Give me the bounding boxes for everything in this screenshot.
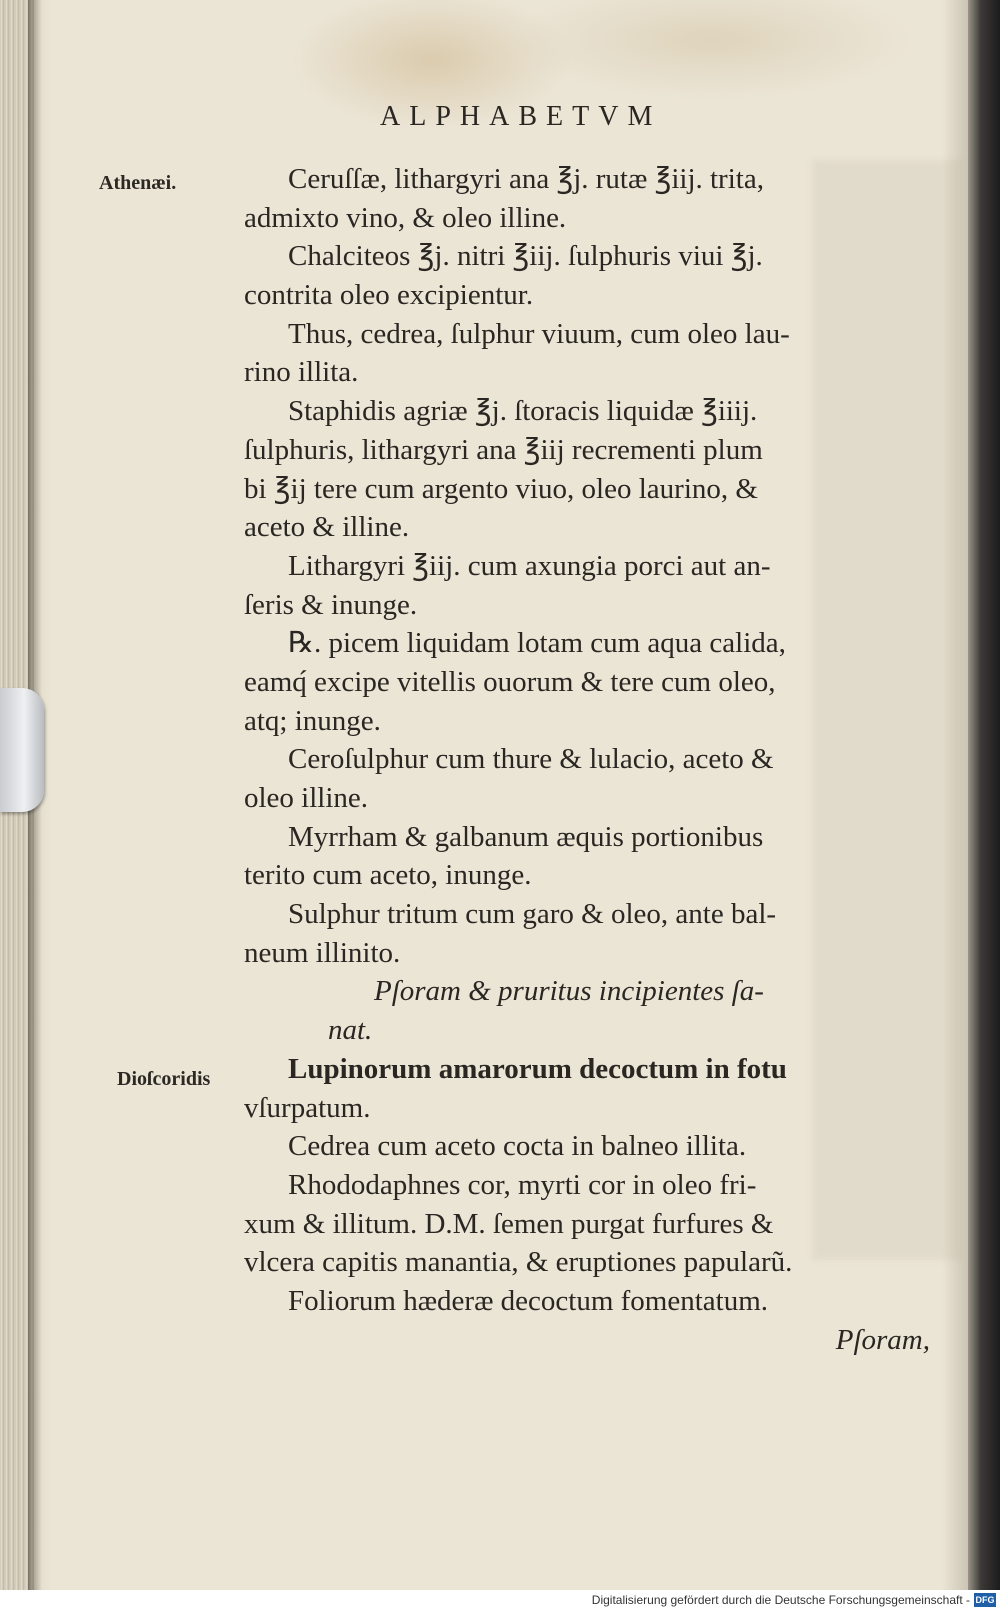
text-line: xum & illitum. D.M. ſemen purgat furfures & [244, 1207, 774, 1240]
text-line: ℞. picem liquidam lotam cum aqua calida, [288, 627, 786, 660]
right-page-edge [968, 0, 1000, 1590]
text-line: rino illita. [244, 356, 359, 389]
text-line: vſurpatum. [244, 1091, 371, 1124]
text-line: Lupinorum amarorum decoctum in fotu [288, 1052, 787, 1085]
text-line: bi ℥ij tere cum argento viuo, oleo laurino, & [244, 472, 758, 505]
margin-note-athenaei: Athenæi. [99, 172, 177, 194]
text-line: Thus, cedrea, ſulphur viuum, cum oleo lau- [288, 317, 790, 350]
text-line: Ceruſſæ, lithargyri ana ℥j. rutæ ℥iij. trita, [288, 163, 764, 195]
main-text [244, 160, 934, 1359]
text-line: Ceroſulphur cum thure & lulacio, aceto & [288, 743, 774, 776]
catchword: Pſoram, [835, 1323, 930, 1356]
text-line: Cedrea cum aceto cocta in balneo illita. [288, 1130, 747, 1163]
section-heading: Pſoram & pruritus incipientes ſa- [374, 975, 764, 1008]
text-line: admixto vino, & oleo illine. [244, 201, 567, 234]
text-line: Myrrham & galbanum æquis portionibus [288, 820, 764, 853]
text-line: eamq́ excipe vitellis ouorum & tere cum oleo, [244, 665, 776, 698]
text-line: vlcera capitis manantia, & eruptiones papularũ. [244, 1246, 793, 1279]
funding-credit: Digitalisierung gefördert durch die Deutsche Forschungsgemeinschaft - [591, 1593, 970, 1607]
running-head: ALPHABETVM [380, 101, 662, 132]
text-line: ſeris & inunge. [244, 588, 418, 621]
text-line: Staphidis agriæ ℥j. ſtoracis liquidæ ℥iiij. [288, 395, 758, 428]
text-line: contrita oleo excipientur. [244, 279, 534, 312]
text-line: Sulphur tritum cum garo & oleo, ante bal- [288, 898, 777, 931]
text-line: ſulphuris, lithargyri ana ℥iij recrementi plum [244, 433, 763, 466]
text-line: neum illinito. [244, 936, 401, 969]
text-line: Lithargyri ℥iij. cum axungia porci aut an- [288, 549, 771, 582]
text-line: Foliorum hæderæ decoctum fomentatum. [288, 1284, 769, 1317]
margin-note-dioscoridis: Dioſcoridis [117, 1068, 211, 1090]
text-line: Chalciteos ℥j. nitri ℥iij. ſulphuris viui ℥j. [288, 240, 763, 273]
footer-banner [0, 1590, 1000, 1612]
dfg-logo: DFG [975, 1595, 995, 1605]
text-line: atq; inunge. [244, 704, 381, 737]
text-line: terito cum aceto, inunge. [244, 859, 532, 892]
section-heading-continued: nat. [328, 1014, 373, 1047]
page-clip [0, 688, 44, 812]
text-line: oleo illine. [244, 782, 369, 814]
text-line: Rhododaphnes cor, myrti cor in oleo fri- [288, 1168, 757, 1201]
text-line: aceto & illine. [244, 511, 410, 544]
